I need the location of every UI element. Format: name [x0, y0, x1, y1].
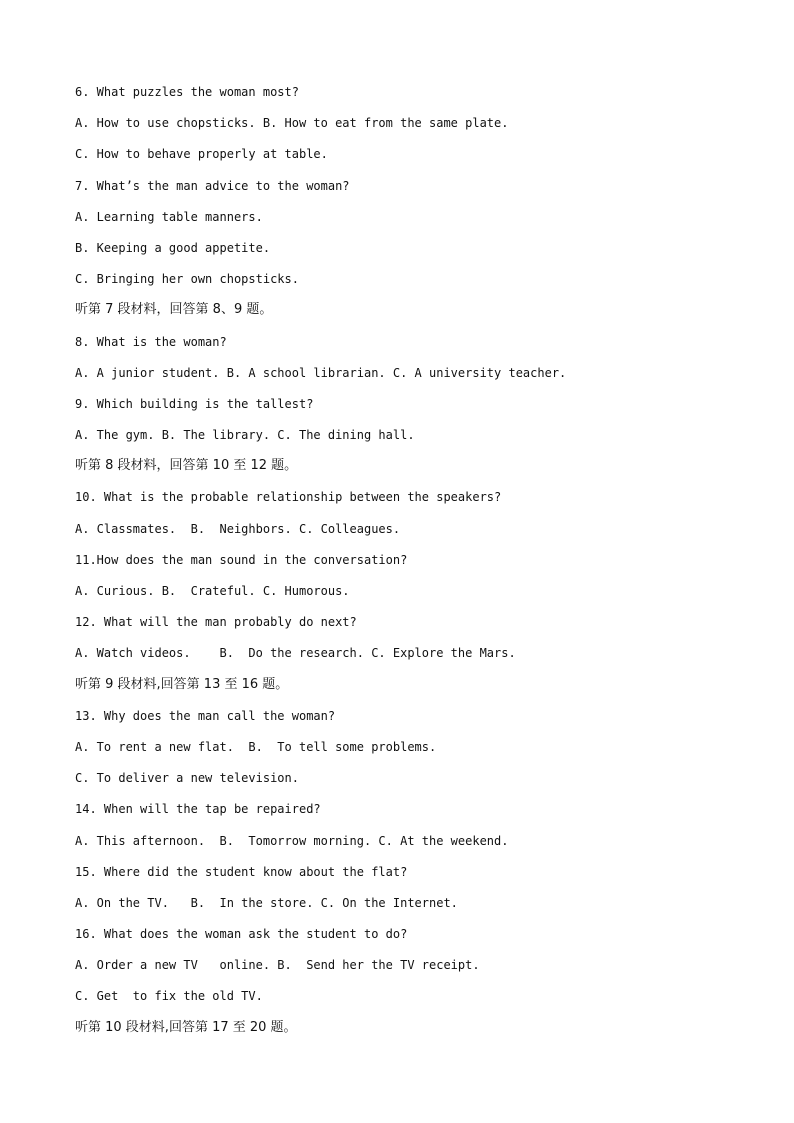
question-14: 14. When will the tap be repaired?: [75, 802, 321, 817]
section-heading-9: 听第 9 段材料,回答第 13 至 16 题。: [75, 676, 289, 692]
question-10: 10. What is the probable relationship between the speakers?: [75, 490, 502, 505]
exam-questions: [75, 82, 755, 1049]
section-heading-10: 听第 10 段材料,回答第 17 至 20 题。: [75, 1019, 297, 1035]
question-16-option-c: C. Get to fix the old TV.: [75, 989, 263, 1004]
question-7-option-b: B. Keeping a good appetite.: [75, 240, 271, 255]
question-16-options-ab: A. Order a new TV online. B. Send her the TV receipt.: [75, 958, 480, 973]
question-13-option-c: C. To deliver a new television.: [75, 771, 299, 786]
question-10-options: A. Classmates. B. Neighbors. C. Colleagues.: [75, 521, 401, 536]
question-15-options: A. On the TV. B. In the store. C. On the Internet.: [75, 895, 458, 910]
question-7-option-a: A. Learning table manners.: [75, 209, 263, 224]
question-6-options-ab: A. How to use chopsticks. B. How to eat from the same plate.: [75, 116, 509, 131]
question-8-options: A. A junior student. B. A school librarian. C. A university teacher.: [75, 365, 567, 380]
question-12: 12. What will the man probably do next?: [75, 615, 357, 630]
question-11: 11.How does the man sound in the conversation?: [75, 552, 408, 567]
question-15: 15. Where did the student know about the flat?: [75, 864, 408, 879]
question-12-options: A. Watch videos. B. Do the research. C. Explore the Mars.: [75, 646, 516, 661]
section-heading-8: 听第 8 段材料，回答第 10 至 12 题。: [75, 458, 298, 474]
question-14-options: A. This afternoon. B. Tomorrow morning. C. At the weekend.: [75, 833, 509, 848]
question-7-option-c: C. Bringing her own chopsticks.: [75, 272, 299, 287]
question-9-options: A. The gym. B. The library. C. The dining hall.: [75, 428, 415, 443]
question-13: 13. Why does the man call the woman?: [75, 708, 336, 723]
question-13-options-ab: A. To rent a new flat. B. To tell some problems.: [75, 739, 437, 754]
question-11-options: A. Curious. B. Crateful. C. Humorous.: [75, 584, 350, 598]
question-6-option-c: C. How to behave properly at table.: [75, 147, 328, 162]
question-7: 7. What’s the man advice to the woman?: [75, 178, 350, 193]
question-9: 9. Which building is the tallest?: [75, 396, 314, 411]
section-heading-7: 听第 7 段材料，回答第 8、9 题。: [75, 302, 273, 318]
question-16: 16. What does the woman ask the student to do?: [75, 927, 408, 942]
question-6: 6. What puzzles the woman most?: [75, 85, 299, 99]
question-8: 8. What is the woman?: [75, 334, 227, 349]
